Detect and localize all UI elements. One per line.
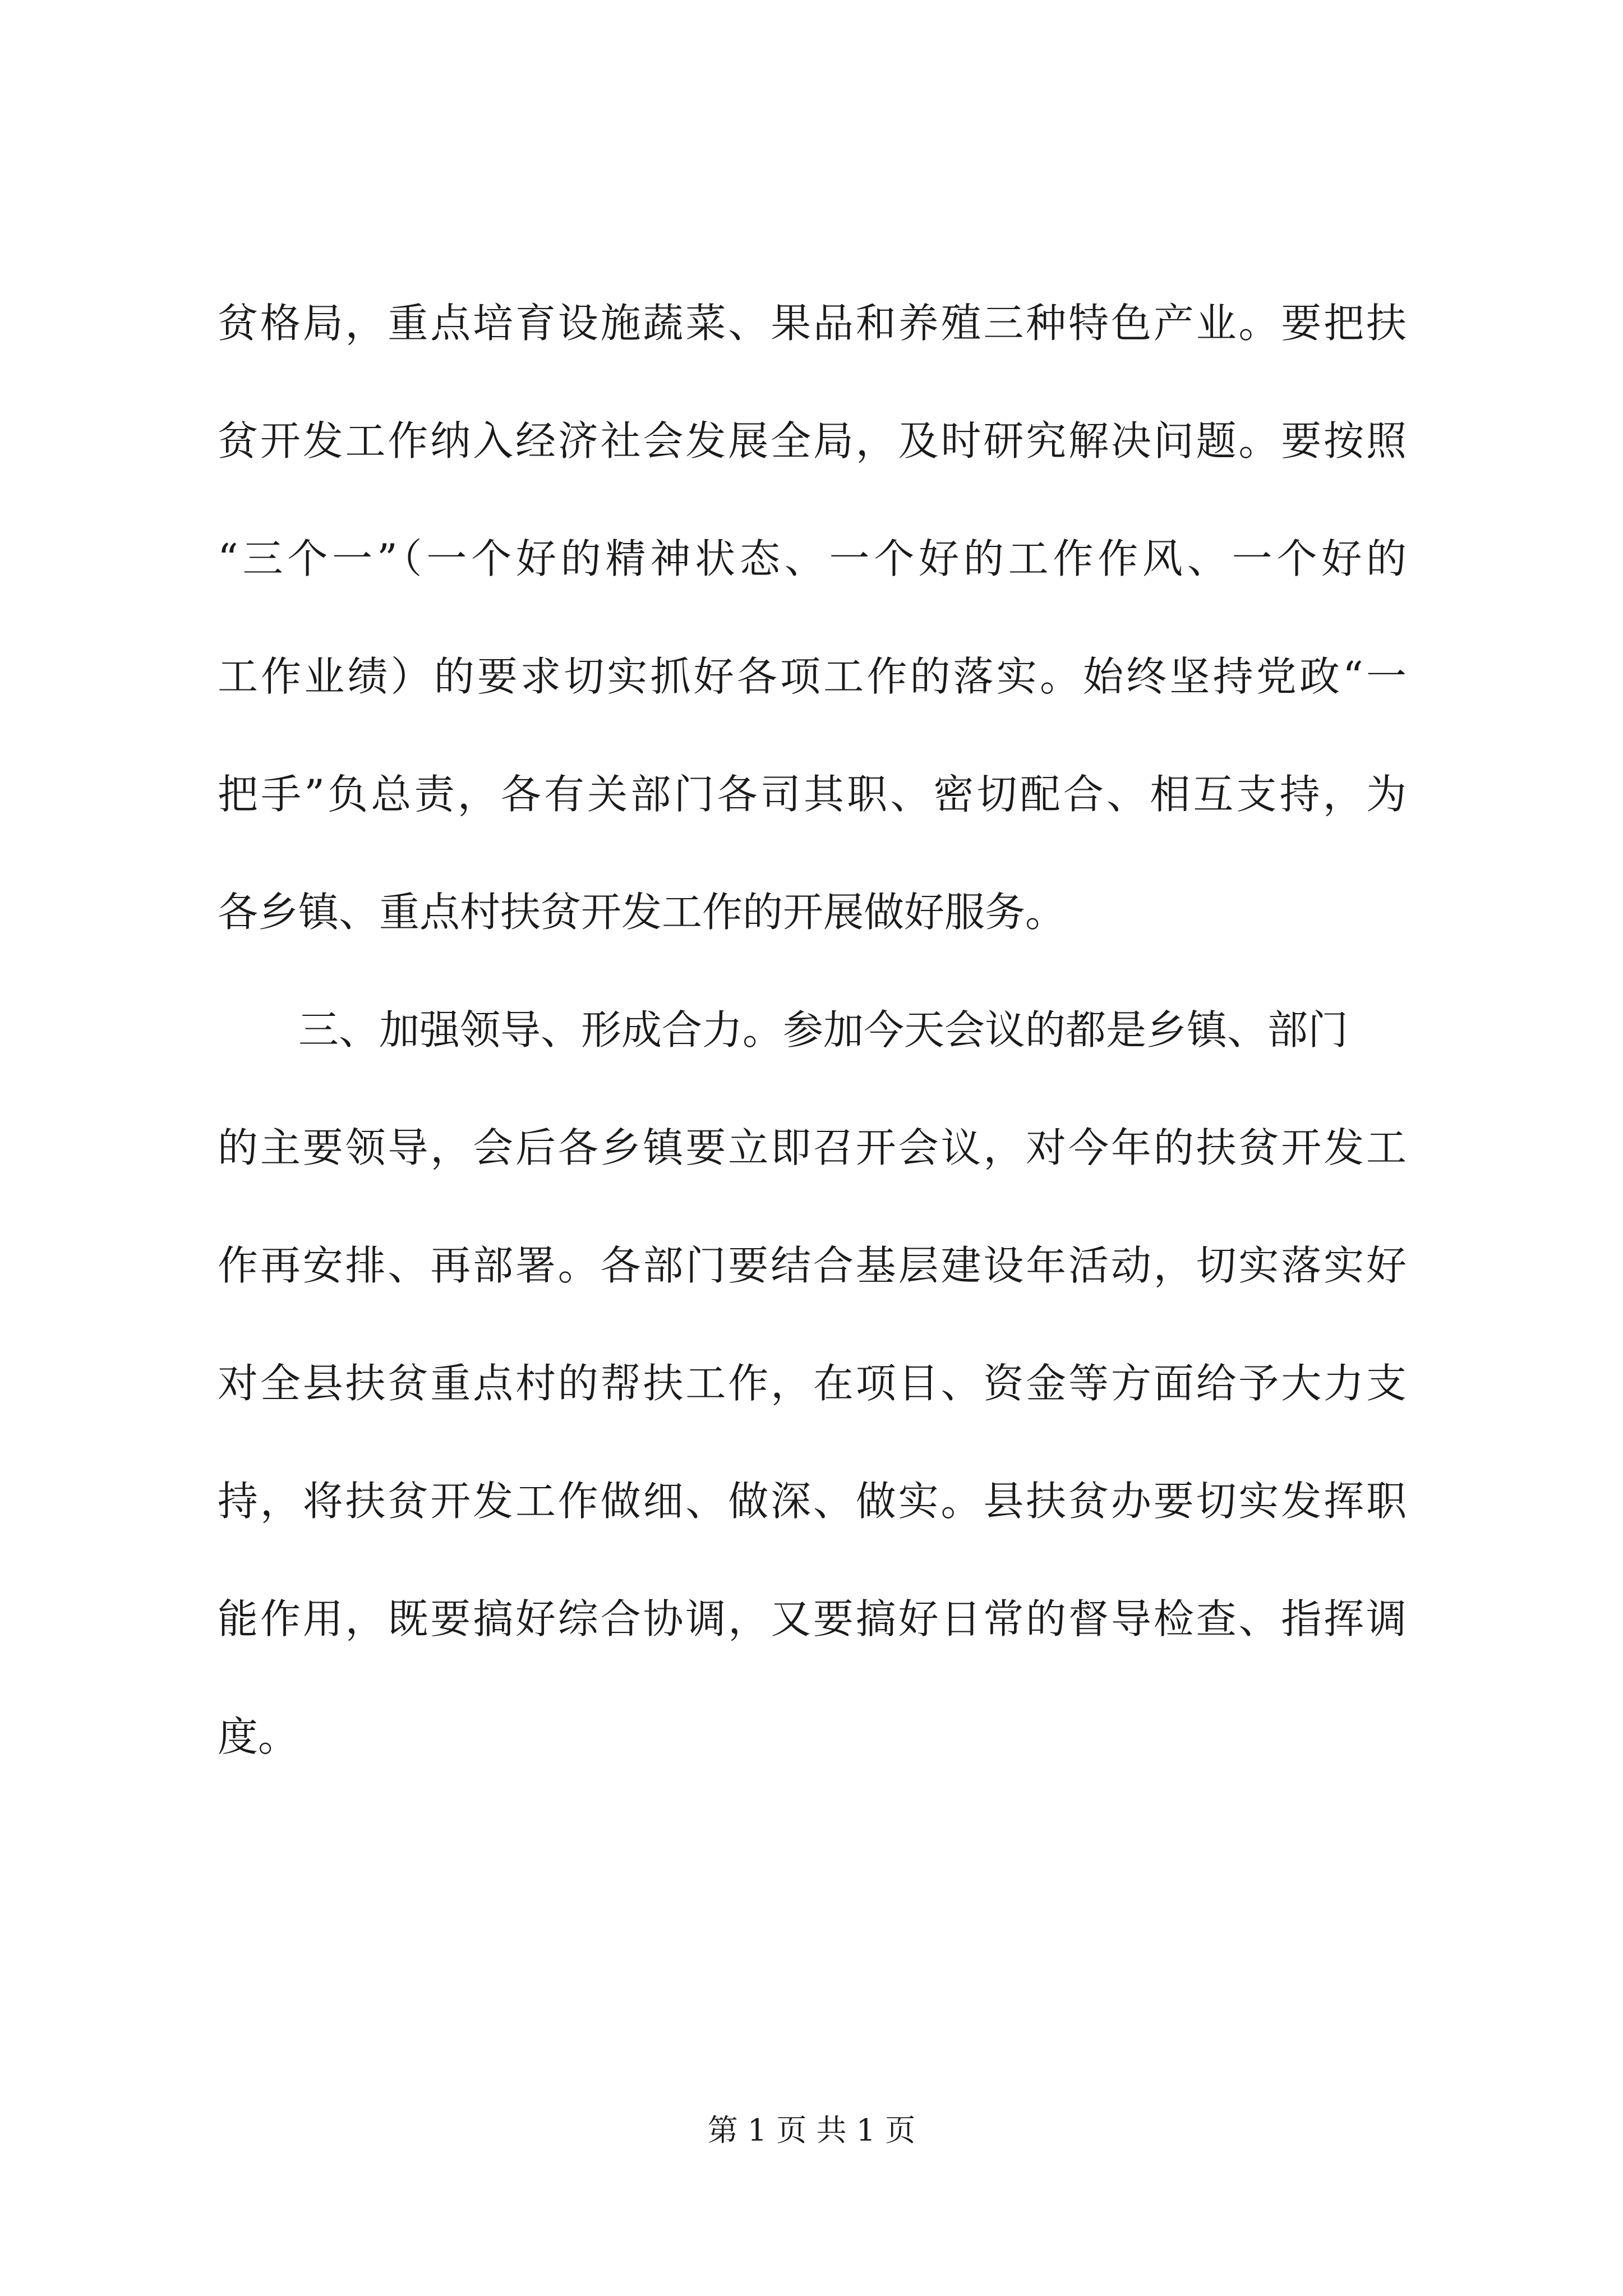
page-number-footer: 第 1 页 共 1 页 xyxy=(707,2113,916,2148)
text-line-2: 贫开发工作纳入经济社会发展全局，及时研究解决问题。要按照 xyxy=(218,417,1407,464)
text-line-8: 的主要领导，会后各乡镇要立即召开会议，对今年的扶贫开发工 xyxy=(218,1124,1407,1171)
text-line-10: 对全县扶贫重点村的帮扶工作，在项目、资金等方面给予大力支 xyxy=(218,1360,1407,1407)
text-line-12: 能作用，既要搞好综合协调，又要搞好日常的督导检查、指挥调 xyxy=(218,1595,1407,1642)
text-line-7: 三、加强领导、形成合力。参加今天会议的都是乡镇、部门 xyxy=(298,1006,1349,1053)
text-line-4: 工作业绩）的要求切实抓好各项工作的落实。始终坚持党政“一 xyxy=(218,653,1407,700)
text-line-3: “三个一”（一个好的精神状态、一个好的工作作风、一个好的 xyxy=(218,535,1407,582)
text-line-1: 贫格局，重点培育设施蔬菜、果品和养殖三种特色产业。要把扶 xyxy=(218,300,1407,347)
text-line-13: 度。 xyxy=(218,1713,299,1760)
text-line-5: 把手”负总责，各有关部门各司其职、密切配合、相互支持，为 xyxy=(218,771,1407,818)
text-line-9: 作再安排、再部署。各部门要结合基层建设年活动，切实落实好 xyxy=(218,1242,1407,1289)
text-line-6: 各乡镇、重点村扶贫开发工作的开展做好服务。 xyxy=(218,889,1066,936)
text-line-11: 持，将扶贫开发工作做细、做深、做实。县扶贫办要切实发挥职 xyxy=(218,1478,1407,1525)
